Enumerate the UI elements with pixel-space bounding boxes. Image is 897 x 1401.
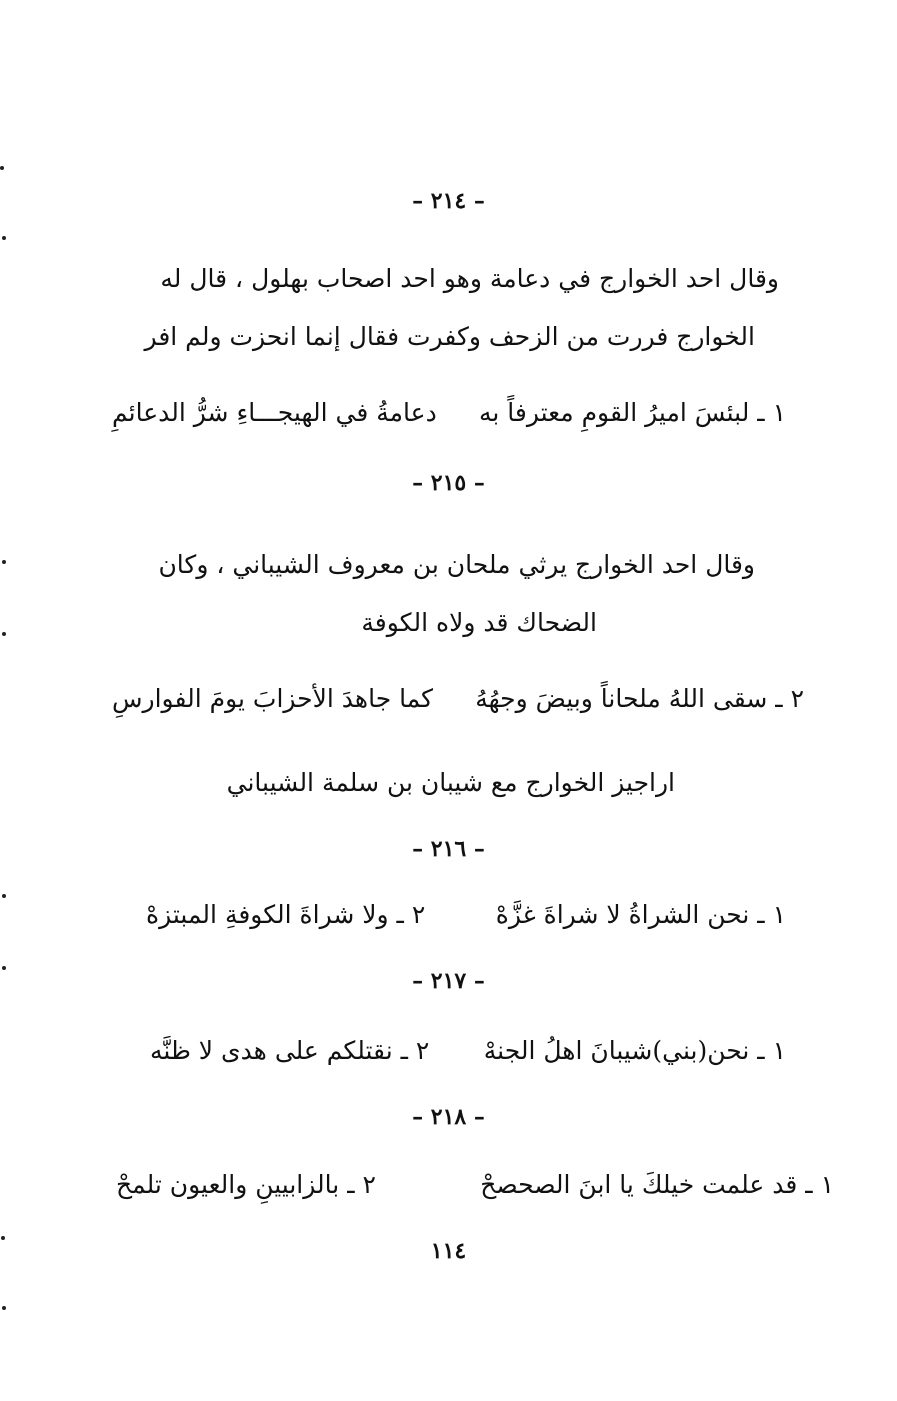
verse-second-hemistich: كما جاهدَ الأحزابَ يومَ الفوارسِ (112, 684, 434, 713)
poem-number-214: – ٢١٤ – (412, 188, 485, 214)
section-title: اراجيز الخوارج مع شيبان بن سلمة الشيباني (226, 768, 675, 797)
verse-first-hemistich: ١ ـ نحن(بني)شيبانَ اهلُ الجنهْ (483, 1036, 786, 1065)
poem-number-218: – ٢١٨ – (412, 1104, 485, 1130)
verse-line (150, 1036, 786, 1065)
verse-line (112, 398, 786, 427)
scan-speck (2, 236, 6, 240)
page-number: ١١٤ (430, 1238, 467, 1264)
scan-speck (2, 966, 6, 970)
intro-paragraph-line: الضحاك قد ولاه الكوفة (361, 608, 597, 637)
scan-speck (2, 632, 6, 636)
verse-first-hemistich: ١ ـ لبئسَ اميرُ القومِ معترفاً به (478, 398, 786, 427)
scan-speck (2, 560, 6, 564)
poem-number-216: – ٢١٦ – (412, 836, 485, 862)
scan-speck (2, 1306, 6, 1310)
scan-speck (0, 166, 4, 170)
intro-paragraph-line: الخوارج فررت من الزحف وكفرت فقال إنما انحزت ولم افر (144, 322, 755, 351)
verse-line (116, 1170, 834, 1199)
verse-line (146, 900, 786, 929)
verse-first-hemistich: ٢ ـ سقى اللهُ ملحاناً وبيضَ وجهُهُ (475, 684, 804, 713)
scan-speck (2, 894, 6, 898)
verse-first-hemistich: ١ ـ قد علمت خيلكَ يا ابنَ الصحصحْ (480, 1170, 834, 1199)
poem-number-217: – ٢١٧ – (412, 968, 485, 994)
intro-paragraph-line: وقال احد الخوارج في دعامة وهو احد اصحاب بهلول ، قال له (160, 264, 779, 293)
verse-second-hemistich: دعامةُ في الهيجـــاءِ شرُّ الدعائمِ (112, 398, 437, 427)
verse-second-hemistich: ٢ ـ نقتلكم على هدى لا ظنَّه (150, 1036, 430, 1065)
verse-first-hemistich: ١ ـ نحن الشراةُ لا شراةَ غزَّهْ (495, 900, 786, 929)
intro-paragraph-line: وقال احد الخوارج يرثي ملحان بن معروف الشيباني ، وكان (158, 550, 755, 579)
scan-speck (1, 1236, 5, 1240)
verse-line (112, 684, 804, 713)
verse-second-hemistich: ٢ ـ بالزابيينِ والعيون تلمحْ (116, 1170, 376, 1199)
verse-second-hemistich: ٢ ـ ولا شراةَ الكوفةِ المبتزهْ (146, 900, 426, 929)
poem-number-215: – ٢١٥ – (412, 470, 485, 496)
